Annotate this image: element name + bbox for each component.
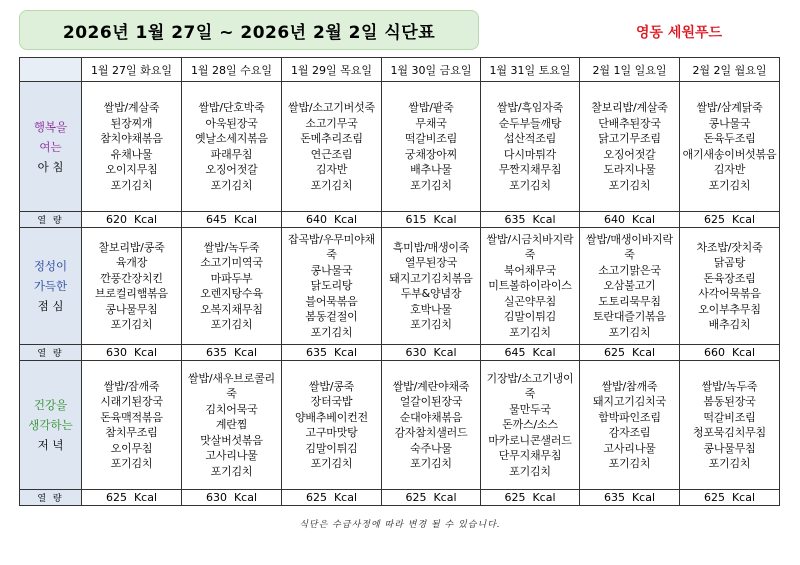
- meal-row: [20, 82, 780, 212]
- menu-item: 오징어젓갈: [603, 147, 656, 161]
- kcal-value: 625 Kcal: [282, 490, 382, 506]
- header-row: [20, 58, 780, 82]
- menu-item: 포기김치: [210, 178, 253, 192]
- kcal-row: [20, 490, 780, 506]
- menu-item: 콩나물무침: [105, 302, 158, 316]
- menu-item: 포기김치: [509, 178, 551, 192]
- menu-item: 마파두부: [210, 271, 253, 285]
- menu-item: 포기김치: [210, 464, 253, 478]
- meal-row: [20, 228, 780, 345]
- kcal-label: 열 량: [20, 212, 82, 228]
- menu-item: 기장밥/소고기냉이죽: [486, 371, 574, 401]
- day-header: 1월 30일 금요일: [382, 58, 481, 82]
- menu-item: 콩나물국: [708, 116, 751, 130]
- menu-item: 브로컬리햄볶음: [95, 287, 168, 300]
- menu-item: 파래무침: [210, 147, 253, 161]
- kcal-value: 625 Kcal: [382, 490, 481, 506]
- menu-item: 쌀밥/녹두죽: [203, 240, 260, 254]
- menu-item: 쌀밥/흑임자죽: [496, 101, 564, 114]
- menu-item: 깐풍간장치킨: [100, 271, 163, 285]
- menu-item: 물만두국: [509, 402, 551, 416]
- kcal-row: [20, 212, 780, 228]
- kcal-value: 645 Kcal: [481, 345, 580, 361]
- menu-item: 고사리나물: [603, 441, 656, 455]
- kcal-value: 635 Kcal: [481, 212, 580, 228]
- day-header: 1월 27일 화요일: [82, 58, 182, 82]
- menu-item: 양배추베이컨전: [295, 410, 368, 424]
- menu-item: 쌀밥/매생이바지락죽: [586, 232, 673, 262]
- menu-cell: [382, 361, 481, 490]
- menu-cell: [282, 228, 382, 345]
- menu-item: 닭곰탕: [713, 256, 746, 269]
- day-header: 2월 2일 월요일: [680, 58, 780, 82]
- menu-item: 콩나물국: [310, 263, 353, 277]
- kcal-value: 625 Kcal: [580, 345, 680, 361]
- menu-item: 콩나물무침: [703, 441, 756, 455]
- menu-item: 차조밥/잣치죽: [696, 240, 763, 254]
- menu-item: 토란대즐기볶음: [593, 310, 666, 324]
- menu-item: 고사리나물: [205, 449, 258, 463]
- menu-item: 김자반: [713, 163, 746, 176]
- menu-item: 배추나물: [410, 163, 452, 176]
- menu-cell: [182, 228, 282, 345]
- menu-item: 포기김치: [708, 178, 751, 192]
- meal-label-line: 정성이: [33, 259, 68, 273]
- menu-cell: [680, 228, 780, 345]
- menu-item: 김자반: [315, 163, 348, 176]
- menu-item: 포기김치: [310, 325, 353, 339]
- menu-item: 소고기무국: [305, 116, 358, 130]
- day-header: 1월 28일 수요일: [182, 58, 282, 82]
- menu-item: 감자조림: [608, 426, 651, 439]
- menu-item: 참치야채볶음: [100, 132, 163, 145]
- menu-item: 봄동된장국: [703, 395, 756, 408]
- menu-item: 돈메추리조림: [300, 132, 363, 145]
- menu-item: 연근조림: [310, 147, 353, 161]
- meal-label-line: 저 녁: [37, 438, 64, 452]
- kcal-value: 625 Kcal: [481, 490, 580, 506]
- menu-item: 오징어젓갈: [205, 163, 258, 176]
- menu-cell: [182, 361, 282, 490]
- meal-label: [20, 361, 82, 490]
- menu-item: 시래기된장국: [100, 395, 163, 408]
- menu-item: 쌀밥/팥죽: [408, 101, 454, 114]
- kcal-value: 635 Kcal: [282, 345, 382, 361]
- kcal-label: 열 량: [20, 345, 82, 361]
- menu-item: 단무지채무침: [498, 449, 562, 463]
- menu-item: 무짠지채무침: [498, 163, 562, 176]
- menu-item: 포기김치: [210, 318, 253, 331]
- day-header: 1월 31일 토요일: [481, 58, 580, 82]
- menu-item: 포기김치: [310, 457, 353, 470]
- kcal-value: 630 Kcal: [382, 345, 481, 361]
- menu-item: 오복지채무침: [200, 302, 263, 316]
- menu-item: 오렌지탕수육: [200, 287, 263, 300]
- menu-item: 아욱된장국: [205, 116, 258, 130]
- menu-item: 순두부들깨탕: [498, 116, 562, 130]
- menu-item: 된장찌개: [110, 116, 153, 130]
- menu-item: 포기김치: [608, 325, 651, 339]
- menu-item: 순대야채볶음: [399, 410, 463, 424]
- menu-item: 유채나물: [110, 147, 153, 161]
- menu-item: 옛날소세지볶음: [195, 132, 268, 145]
- menu-cell: [580, 361, 680, 490]
- menu-item: 오이지무침: [105, 163, 158, 176]
- menu-item: 쌀밥/단호박죽: [198, 101, 265, 114]
- meal-label-line: 건강을: [33, 398, 68, 412]
- menu-item: 쌀밥/녹두죽: [701, 379, 758, 393]
- footer-note: 식단은 수급사정에 따라 변경 될 수 있습니다.: [299, 520, 501, 530]
- menu-item: 실곤약무침: [503, 294, 557, 308]
- kcal-value: 660 Kcal: [680, 345, 780, 361]
- menu-item: 쌀밥/계란야채죽: [392, 379, 470, 393]
- menu-item: 돈까스/소스: [502, 418, 558, 432]
- menu-item: 포기김치: [410, 318, 452, 331]
- meal-label-line: 아 침: [37, 159, 64, 174]
- menu-cell: [382, 228, 481, 345]
- menu-item: 포기김치: [410, 178, 452, 192]
- meal-label-line: 생각하는: [28, 418, 73, 432]
- menu-item: 쌀밥/콩죽: [308, 379, 355, 393]
- weekly-menu-table: [19, 57, 780, 506]
- kcal-value: 640 Kcal: [580, 212, 680, 228]
- menu-item: 포기김치: [110, 318, 153, 331]
- menu-item: 쌀밥/삼계닭죽: [696, 101, 763, 114]
- menu-item: 무채국: [415, 116, 447, 130]
- menu-item: 김말이튀김: [503, 310, 557, 324]
- menu-item: 포기김치: [608, 457, 651, 470]
- meal-label-line: 행복을: [33, 119, 68, 134]
- menu-cell: [680, 82, 780, 212]
- menu-item: 호박나물: [410, 302, 452, 316]
- menu-item: 쌀밥/잠깨죽: [103, 379, 160, 393]
- kcal-value: 640 Kcal: [282, 212, 382, 228]
- company-name: 영동 세원푸드: [636, 25, 723, 41]
- menu-cell: [182, 82, 282, 212]
- menu-item: 김말이튀김: [305, 441, 358, 455]
- menu-item: 계란찜: [215, 418, 248, 432]
- menu-item: 포기김치: [708, 457, 751, 470]
- menu-cell: [82, 228, 182, 345]
- menu-cell: [382, 82, 481, 212]
- menu-cell: [481, 361, 580, 490]
- menu-item: 쌀밥/참깨죽: [601, 379, 658, 393]
- menu-cell: [82, 82, 182, 212]
- menu-item: 다시마튀각: [503, 147, 557, 161]
- day-header: 2월 1일 일요일: [580, 58, 680, 82]
- meal-label: [20, 228, 82, 345]
- menu-item: 육개장: [115, 256, 148, 269]
- menu-item: 맛살버섯볶음: [200, 433, 263, 447]
- menu-item: 북어채무국: [503, 263, 557, 277]
- menu-item: 감자참치샐러드: [394, 426, 468, 439]
- menu-item: 돈육장조림: [703, 271, 756, 285]
- kcal-value: 625 Kcal: [680, 212, 780, 228]
- menu-item: 돼지고기김치국: [593, 395, 666, 408]
- menu-cell: [82, 361, 182, 490]
- menu-item: 잡곡밥/우무미야채죽: [288, 232, 375, 262]
- kcal-value: 625 Kcal: [82, 490, 182, 506]
- menu-item: 단배추된장국: [598, 116, 661, 130]
- menu-item: 포기김치: [608, 178, 651, 192]
- meal-label: [20, 82, 82, 212]
- menu-item: 배추김치: [708, 318, 751, 331]
- menu-item: 포기김치: [509, 325, 551, 339]
- kcal-value: 625 Kcal: [680, 490, 780, 506]
- menu-item: 사각어묵볶음: [698, 287, 761, 300]
- menu-item: 오이부추무침: [698, 302, 761, 316]
- menu-item: 열무된장국: [404, 256, 458, 269]
- menu-item: 소고기맑은국: [598, 263, 661, 277]
- menu-item: 오이무침: [110, 441, 153, 455]
- menu-title: 2026년 1월 27일 ~ 2026년 2월 2일 식단표: [19, 10, 479, 50]
- menu-cell: [580, 82, 680, 212]
- menu-item: 포기김치: [509, 464, 551, 478]
- menu-item: 쌀밥/계살죽: [103, 101, 160, 114]
- menu-item: 함박파인조림: [598, 410, 661, 424]
- menu-item: 포기김치: [310, 178, 353, 192]
- menu-item: 포기김치: [110, 178, 153, 192]
- day-header: 1월 29일 목요일: [282, 58, 382, 82]
- menu-item: 마카로니콘샐러드: [488, 433, 572, 447]
- menu-cell: [282, 361, 382, 490]
- menu-item: 닭도리탕: [310, 279, 353, 293]
- meal-label-line: 점 심: [37, 299, 64, 313]
- menu-item: 궁채장아찌: [404, 147, 458, 161]
- menu-item: 돈육두조림: [703, 132, 756, 145]
- menu-cell: [680, 361, 780, 490]
- kcal-value: 635 Kcal: [182, 345, 282, 361]
- kcal-value: 620 Kcal: [82, 212, 182, 228]
- menu-item: 김치어묵국: [205, 402, 258, 416]
- menu-item: 쌀밥/소고기버섯죽: [288, 101, 375, 114]
- kcal-value: 630 Kcal: [82, 345, 182, 361]
- kcal-value: 630 Kcal: [182, 490, 282, 506]
- menu-item: 봄동겉절이: [305, 310, 358, 324]
- menu-item: 블어묵볶음: [305, 294, 358, 308]
- kcal-value: 635 Kcal: [580, 490, 680, 506]
- menu-item: 도라지나물: [603, 163, 656, 176]
- kcal-label: 열 량: [20, 490, 82, 506]
- menu-item: 찰보리밥/콩죽: [98, 240, 165, 254]
- menu-item: 얼갈이된장국: [399, 395, 463, 408]
- menu-item: 도토리묵무침: [598, 294, 661, 308]
- kcal-value: 615 Kcal: [382, 212, 481, 228]
- menu-item: 두부&양념장: [400, 287, 462, 300]
- menu-item: 미트볼하이라이스: [488, 279, 572, 293]
- menu-item: 섭산적조림: [503, 132, 557, 145]
- menu-item: 돼지고기김치볶음: [389, 271, 473, 285]
- menu-item: 고구마맛탕: [305, 426, 358, 439]
- menu-item: 장터국밥: [310, 395, 353, 408]
- meal-label-line: 여는: [39, 139, 62, 154]
- kcal-row: [20, 345, 780, 361]
- menu-cell: [580, 228, 680, 345]
- menu-item: 포기김치: [410, 457, 452, 470]
- menu-item: 애기새송이버섯볶음: [682, 147, 777, 161]
- menu-item: 청포묵김치무침: [693, 426, 766, 439]
- menu-item: 떡갈비조림: [404, 132, 458, 145]
- menu-item: 흑미밥/매생이죽: [392, 240, 470, 254]
- menu-cell: [481, 82, 580, 212]
- menu-cell: [282, 82, 382, 212]
- menu-item: 참치무조림: [105, 426, 158, 439]
- menu-item: 소고기미역국: [200, 256, 263, 269]
- menu-item: 포기김치: [110, 457, 153, 470]
- menu-cell: [481, 228, 580, 345]
- menu-item: 쌀밥/새우브로콜리죽: [188, 371, 275, 401]
- meal-row: [20, 361, 780, 490]
- menu-item: 돈육맥적볶음: [100, 410, 163, 424]
- menu-item: 숙주나물: [410, 441, 452, 455]
- menu-item: 떡갈비조림: [703, 410, 756, 424]
- menu-item: 쌀밥/시금치바지락죽: [486, 232, 574, 262]
- menu-item: 찰보리밥/계살죽: [591, 101, 668, 114]
- menu-item: 오삼불고기: [603, 279, 656, 293]
- kcal-value: 645 Kcal: [182, 212, 282, 228]
- header-corner: [20, 58, 82, 82]
- menu-item: 닭고기무조림: [598, 132, 661, 145]
- meal-label-line: 가득한: [33, 279, 68, 293]
